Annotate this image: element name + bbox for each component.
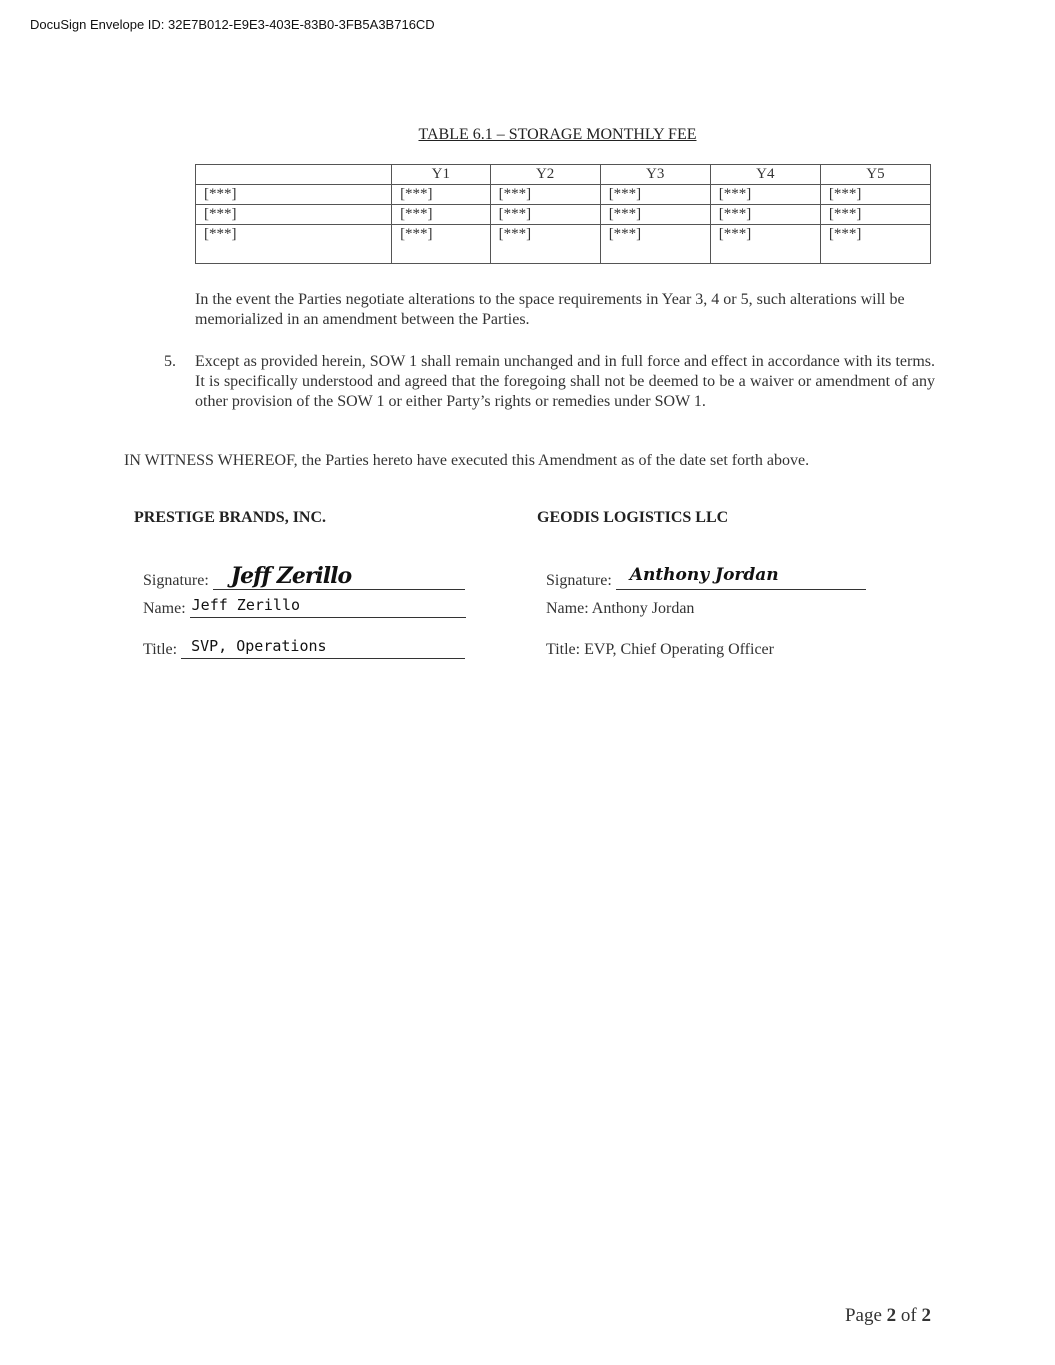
right-signature-field[interactable]	[616, 567, 866, 590]
right-signature-image: Anthony Jordan	[629, 565, 779, 585]
left-signature-row	[143, 564, 465, 590]
page-of: of	[900, 1305, 917, 1326]
table-cell: [***]	[710, 185, 820, 205]
table-cell: [***]	[196, 185, 392, 205]
storage-fee-table	[195, 164, 931, 264]
right-name-row	[546, 592, 698, 618]
right-title-text: Title: EVP, Chief Operating Officer	[546, 641, 774, 658]
signature-label: Signature:	[546, 572, 612, 589]
table-cell: [***]	[490, 225, 600, 264]
left-signature-image: Jeff Zerillo	[230, 563, 352, 589]
table-header-cell: Y5	[820, 165, 930, 185]
table-cell: [***]	[490, 185, 600, 205]
table-cell: [***]	[600, 185, 710, 205]
table-cell: [***]	[392, 205, 491, 225]
table-cell: [***]	[196, 205, 392, 225]
table-header-cell: Y3	[600, 165, 710, 185]
table-header-cell	[196, 165, 392, 185]
left-name-value: Jeff Zerillo	[191, 596, 301, 614]
right-title-row	[546, 633, 778, 659]
left-title-field[interactable]	[181, 636, 465, 659]
name-label: Name:	[143, 600, 186, 617]
table-header-cell: Y2	[490, 165, 600, 185]
page-total: 2	[921, 1305, 931, 1326]
table-cell: [***]	[392, 185, 491, 205]
left-signature-field[interactable]	[213, 563, 465, 590]
alterations-paragraph: In the event the Parties negotiate alterations to the space requirements in Year 3, 4 or 5, such alterations will be memorialized in an amendment between the Parties.	[195, 291, 905, 328]
left-name-field[interactable]	[190, 595, 466, 618]
table-cell: [***]	[820, 185, 930, 205]
table-header-cell: Y1	[392, 165, 491, 185]
table-cell: [***]	[490, 205, 600, 225]
table-cell: [***]	[710, 225, 820, 264]
table-cell: [***]	[820, 205, 930, 225]
table-cell: [***]	[820, 225, 930, 264]
table-cell: [***]	[600, 205, 710, 225]
left-title-row	[143, 633, 465, 659]
table-row	[196, 185, 931, 205]
left-name-row	[143, 592, 466, 618]
table-title: TABLE 6.1 – STORAGE MONTHLY FEE	[418, 126, 697, 143]
signature-label: Signature:	[143, 572, 209, 589]
right-signature-row	[546, 564, 866, 590]
page-current: 2	[886, 1305, 897, 1326]
title-label: Title:	[143, 641, 178, 658]
item-5-paragraph: Except as provided herein, SOW 1 shall remain unchanged and in full force and effect in accordance with its terms. It is specifically understood and agreed that the foregoing shall not be deemed to be a waiver or amendment of any other provision of the SOW 1 or either Party’s rights or remedies under SOW 1.	[195, 353, 935, 410]
table-row	[196, 205, 931, 225]
page-prefix: Page	[844, 1305, 882, 1326]
item-number: 5.	[164, 353, 176, 370]
table-cell: [***]	[710, 205, 820, 225]
docusign-envelope-id: DocuSign Envelope ID: 32E7B012-E9E3-403E-83B0-3FB5A3B716CD	[30, 17, 435, 32]
table-cell: [***]	[392, 225, 491, 264]
witness-statement: IN WITNESS WHEREOF, the Parties hereto have executed this Amendment as of the date set forth above.	[124, 452, 810, 469]
table-row	[196, 225, 931, 264]
right-party-name: GEODIS LOGISTICS LLC	[537, 509, 729, 526]
table-cell: [***]	[196, 225, 392, 264]
table-header-row	[196, 165, 931, 185]
page-number	[845, 1305, 931, 1327]
left-title-value: SVP, Operations	[191, 637, 327, 655]
table-header-cell: Y4	[710, 165, 820, 185]
right-name-text: Name: Anthony Jordan	[546, 600, 695, 617]
table-cell: [***]	[600, 225, 710, 264]
left-party-name: PRESTIGE BRANDS, INC.	[134, 509, 327, 526]
